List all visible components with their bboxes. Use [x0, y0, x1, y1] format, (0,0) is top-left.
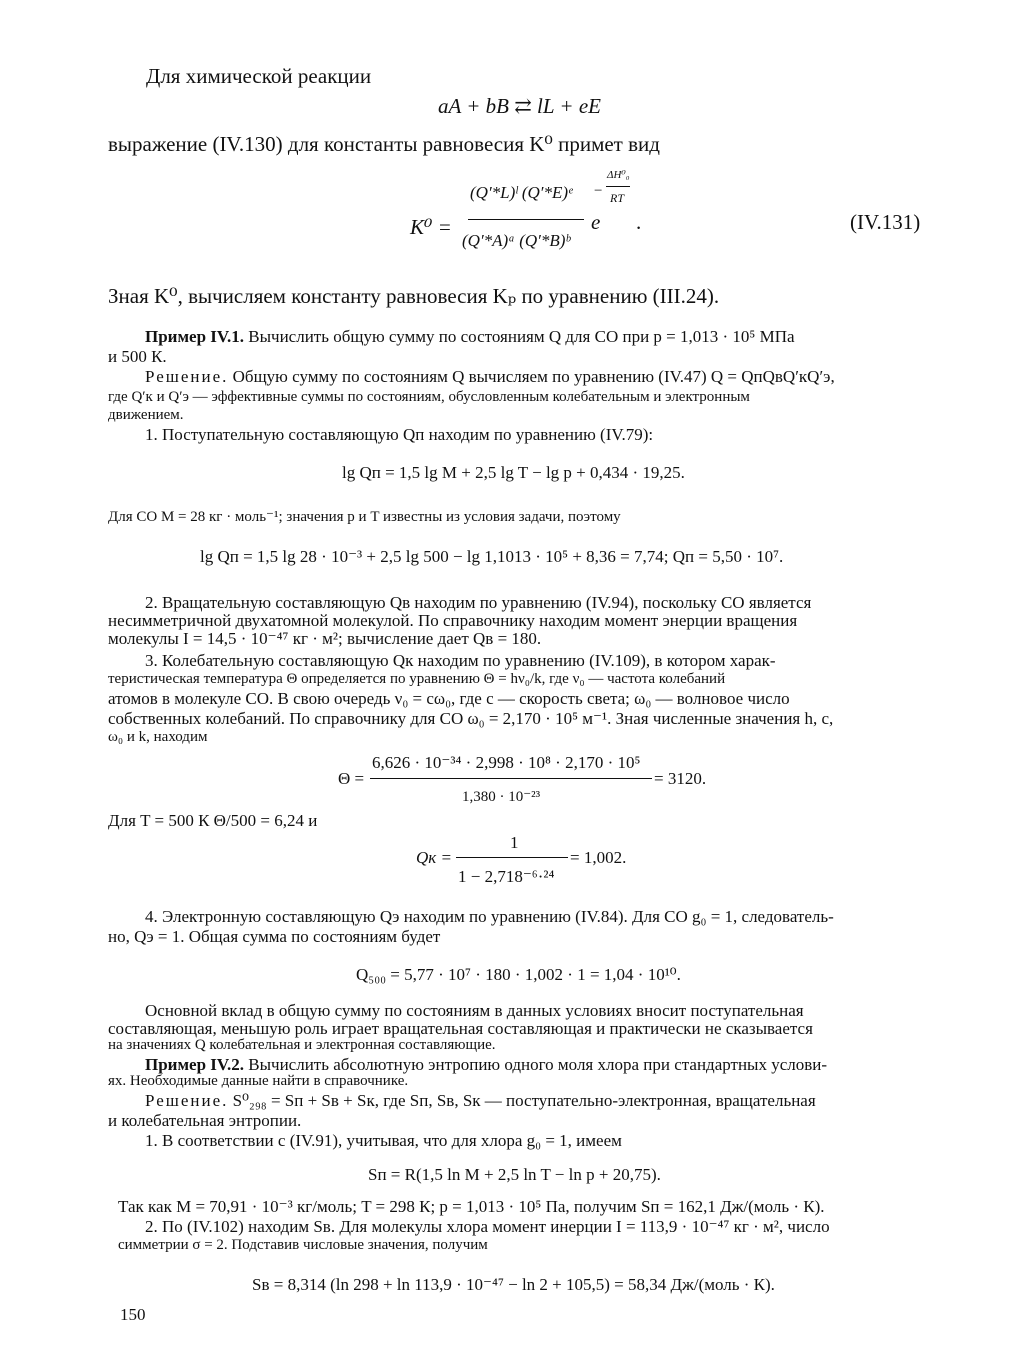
example-1-step-4-line-2: но, Qэ = 1. Общая сумма по состояниям будет — [108, 927, 441, 946]
example-1-step-3-line-1: 3. Колебательную составляющую Qк находим по уравнению (IV.109), в котором харак- — [145, 651, 776, 670]
example-1-step-3-line-2: теристическая температура Θ определяется по уравнению Θ = hν₀/k, где ν₀ — частота колебаний — [108, 671, 726, 687]
example-1-step-2-line-1: 2. Вращательную составляющую Qв находим по уравнению (IV.94), поскольку CO является — [145, 593, 812, 612]
qk-denominator: 1 − 2,718⁻⁶·²⁴ — [458, 867, 555, 886]
example-2-solution-line-1 — [145, 1092, 816, 1109]
example-2-solution-label: Решение. — [145, 1091, 229, 1110]
example-1-step-4-line-1: 4. Электронную составляющую Qэ находим по уравнению (IV.84). Для CO g₀ = 1, следователь- — [145, 907, 834, 926]
example-1-solution-line-1 — [145, 368, 835, 385]
example-1-heading: Пример IV.1. — [145, 327, 245, 346]
example-1-solution-text: Общую сумму по состояниям Q вычисляем по уравнению (IV.47) Q = QпQвQ′кQ′э, — [232, 367, 835, 386]
example-1-task-line-1 — [145, 328, 795, 345]
example-1-equation-2: lg Qп = 1,5 lg 28 · 10⁻³ + 2,5 lg 500 − lg 1,1013 · 10⁵ + 8,36 = 7,74; Qп = 5,50 · 10⁷. — [200, 547, 784, 566]
eq131-exp-minus: − — [594, 183, 603, 199]
example-1-step-3-line-3: атомов в молекуле CO. В свою очередь ν₀ = cω₀, где c — скорость света; ω₀ — волновое число — [108, 689, 790, 708]
example-1-step-3-line-5: ω₀ и k, находим — [108, 729, 208, 745]
conclusion-line-1: Основной вклад в общую сумму по состояниям в данных условиях вносит поступательная — [145, 1001, 804, 1020]
example-1-task-text: Вычислить общую сумму по состояниям Q для CO при p = 1,013 · 10⁵ МПа — [248, 327, 795, 346]
example-1-step-3-line-4: собственных колебаний. По справочнику для CO ω₀ = 2,170 · 10⁵ м⁻¹. Зная численные значения h, c, — [108, 709, 834, 728]
theta-denominator: 1,380 · 10⁻²³ — [462, 789, 541, 805]
example-2-step-1: 1. В соответствии с (IV.91), учитывая, что для хлора g₀ = 1, имеем — [145, 1131, 622, 1150]
t-line: Для T = 500 К Θ/500 = 6,24 и — [108, 811, 318, 830]
conclusion-line-2: составляющая, меньшую роль играет вращательная составляющая и практически не сказывается — [108, 1019, 813, 1038]
example-1-equation-1: lg Qп = 1,5 lg M + 2,5 lg T − lg p + 0,434 · 19,25. — [342, 463, 685, 482]
example-2-task-text: Вычислить абсолютную энтропию одного моля хлора при стандартных услови- — [248, 1055, 828, 1074]
theta-lhs: Θ = — [338, 769, 365, 788]
theta-result: = 3120. — [654, 769, 707, 788]
sp-equation: Sп = R(1,5 ln M + 2,5 ln T − ln p + 20,75). — [368, 1165, 661, 1184]
intro-line-1: Для химической реакции — [146, 64, 372, 88]
example-2-task-line-1 — [145, 1056, 827, 1073]
example-1-solution-line-3: движением. — [108, 407, 184, 423]
since-line: Так как M = 70,91 · 10⁻³ кг/моль; T = 298 К; p = 1,013 · 10⁵ Па, получим Sп = 162,1 Дж/(моль · К). — [118, 1197, 825, 1216]
example-2-heading: Пример IV.2. — [145, 1055, 245, 1074]
eq131-lhs: K⁰ = — [410, 215, 452, 239]
qk-numerator: 1 — [510, 833, 519, 852]
eq131-label: (IV.131) — [850, 210, 921, 234]
eq131-tail: . — [636, 210, 642, 234]
sv-equation: Sв = 8,314 (ln 298 + ln 113,9 · 10⁻⁴⁷ − ln 2 + 105,5) = 58,34 Дж/(моль · К). — [252, 1275, 775, 1294]
example-2-solution-line-2: и колебательная энтропии. — [108, 1111, 302, 1130]
example-2-step-2-line-2: симметрии σ = 2. Подставив числовые значения, получим — [118, 1237, 488, 1253]
example-2-solution-text: S⁰₂₉₈ = Sп + Sв + Sк, где Sп, Sв, Sк — поступательно-электронная, вращательная — [232, 1091, 816, 1110]
eq131-exp-fraction-line — [606, 186, 630, 187]
example-1-task-line-2: и 500 К. — [108, 347, 167, 366]
eq131-exp-den: RT — [610, 191, 625, 205]
theta-numerator: 6,626 · 10⁻³⁴ · 2,998 · 10⁸ · 2,170 · 10⁵ — [372, 753, 641, 772]
eq131-numerator: (Q′*L)ˡ (Q′*E)ᵉ — [470, 183, 573, 202]
eq131-denominator: (Q′*A)ᵃ (Q′*B)ᵇ — [462, 231, 571, 250]
example-1-co-line: Для CO M = 28 кг · моль⁻¹; значения p и T известны из условия задачи, поэтому — [108, 509, 621, 525]
eq131-exp-base: e — [591, 210, 601, 234]
reaction-equation: aA + bB ⇄ lL + eE — [438, 94, 601, 118]
example-2-step-2-line-1: 2. По (IV.102) находим Sв. Для молекулы хлора момент инерции I = 113,9 · 10⁻⁴⁷ кг · м², число — [145, 1217, 830, 1236]
q500-equation: Q₅₀₀ = 5,77 · 10⁷ · 180 · 1,002 · 1 = 1,04 · 10¹⁰. — [356, 965, 681, 984]
example-2-task-line-2: ях. Необходимые данные найти в справочнике. — [108, 1073, 409, 1089]
example-1-step-2-line-3: молекулы I = 14,5 · 10⁻⁴⁷ кг · м²; вычисление дает Qв = 180. — [108, 629, 542, 648]
qk-lhs: Qк = — [416, 848, 452, 867]
page-number: 150 — [120, 1305, 146, 1324]
after-eq131-text: Зная K⁰, вычисляем константу равновесия Kₚ по уравнению (III.24). — [108, 284, 720, 308]
example-1-solution-label: Решение. — [145, 367, 229, 386]
eq131-exp-num: ΔH⁰₀ — [607, 169, 630, 181]
qk-result: = 1,002. — [570, 848, 627, 867]
qk-fraction-line — [456, 857, 568, 858]
example-1-step-1: 1. Поступательную составляющую Qп находим по уравнению (IV.79): — [145, 425, 654, 444]
intro-line-2: выражение (IV.130) для константы равновесия K⁰ примет вид — [108, 132, 660, 156]
conclusion-line-3: на значениях Q колебательная и электронная составляющие. — [108, 1037, 496, 1053]
theta-fraction-line — [370, 778, 652, 779]
eq131-fraction-line — [468, 219, 584, 220]
example-1-step-2-line-2: несимметричной двухатомной молекулой. По справочнику находим момент энерции вращения — [108, 611, 798, 630]
example-1-solution-line-2: где Q′к и Q′э — эффективные суммы по состояниям, обусловленным колебательным и электронным — [108, 389, 750, 405]
